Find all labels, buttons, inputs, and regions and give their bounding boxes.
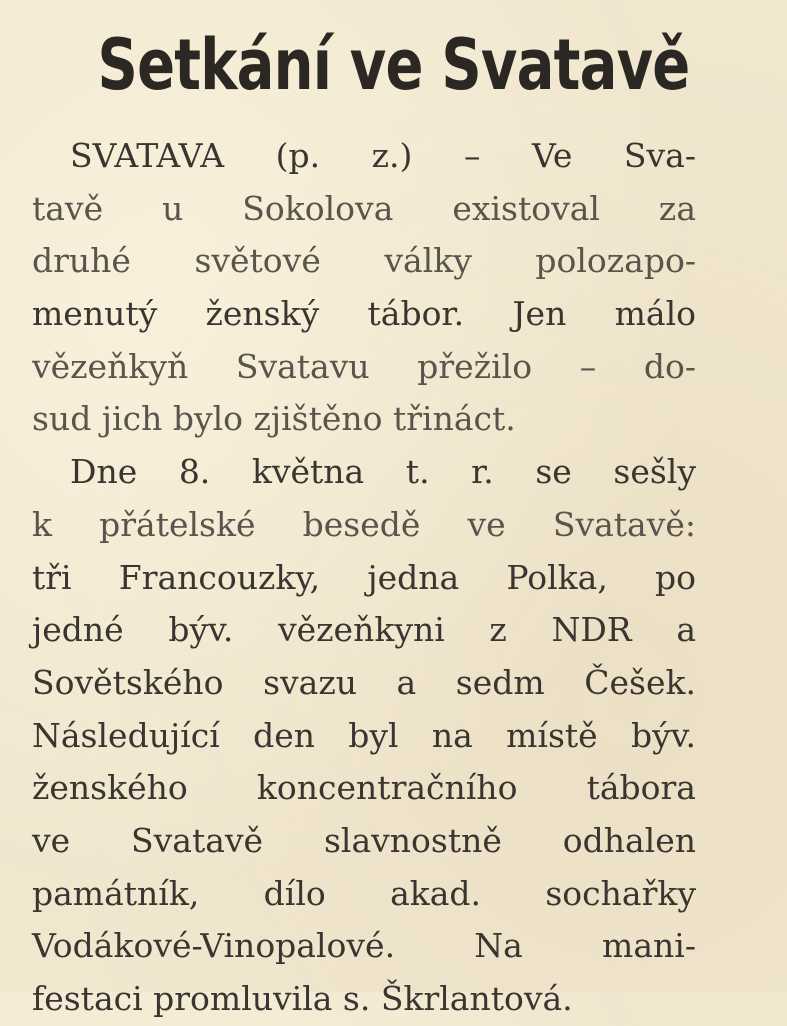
text-line: ve Svatavě slavnostně odhalen (32, 820, 696, 860)
text-line: vězeňkyň Svatavu přežilo – do- (32, 346, 696, 386)
article-headline: Setkání ve Svatavě (97, 24, 690, 106)
text-line: památník, dílo akad. sochařky (32, 873, 696, 913)
text-line: festaci promluvila s. Škrlantová. (32, 979, 573, 1018)
text-line: Dne 8. května t. r. se sešly (70, 452, 696, 492)
text-line: sud jich bylo zjištěno třináct. (32, 399, 516, 439)
text-line: Sovětského svazu a sedm Češek. (32, 662, 696, 702)
text-line: ženského koncentračního tábora (32, 768, 696, 808)
text-line: druhé světové války polozapo- (32, 241, 696, 281)
text-line: k přátelské besedě ve Svatavě: (32, 504, 696, 544)
text-line: jedné býv. vězeňkyni z NDR a (32, 610, 696, 650)
text-line: Vodákové-Vinopalové. Na mani- (32, 926, 696, 966)
article-body (32, 130, 696, 1026)
text-line: tavě u Sokolova existoval za (32, 188, 696, 228)
text-line: Následující den byl na místě býv. (32, 715, 696, 755)
text-line: tři Francouzky, jedna Polka, po (32, 557, 696, 597)
text-line: menutý ženský tábor. Jen málo (32, 294, 696, 334)
text-line: SVATAVA (p. z.) – Ve Sva- (70, 136, 696, 175)
